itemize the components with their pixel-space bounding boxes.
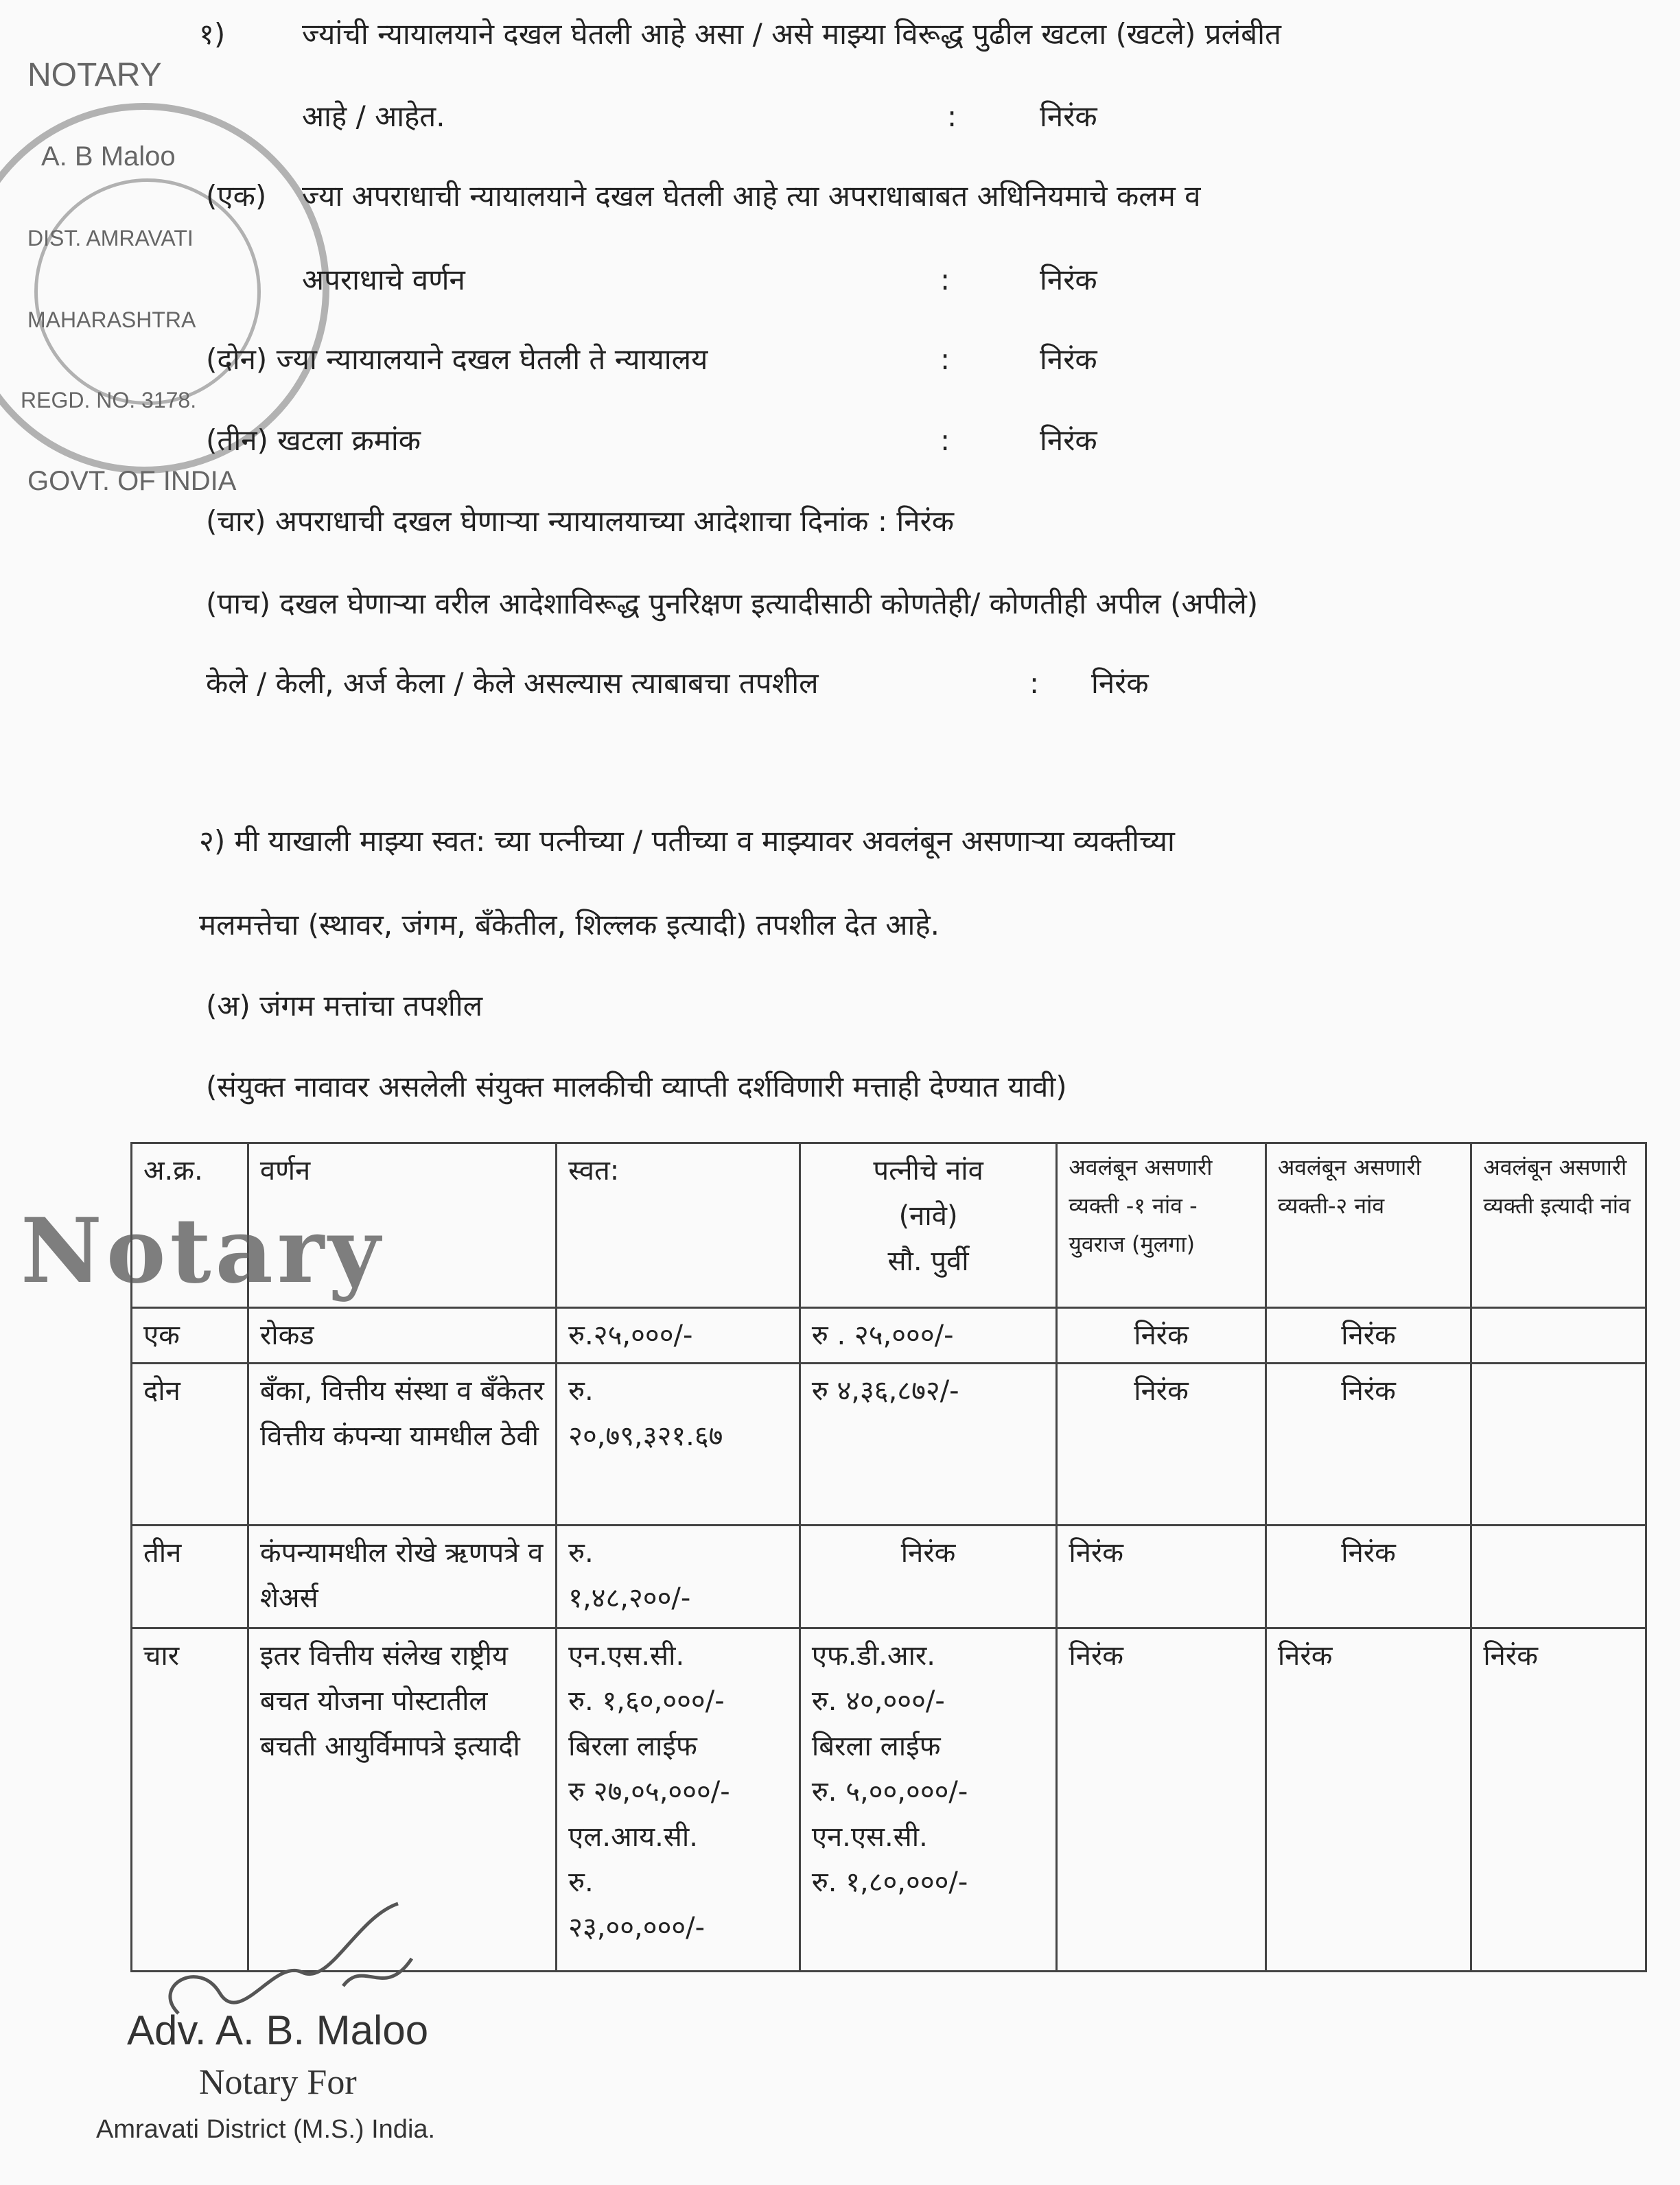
cell-dependent-1: निरंक (1057, 1526, 1265, 1628)
item-don-row (206, 339, 1097, 380)
colon: : (940, 263, 950, 296)
item-pach-value: निरंक (1091, 666, 1149, 700)
section1-line2: आहे / आहेत. (302, 100, 445, 133)
cell-description: बँका, वित्तीय संस्था व बँकेतर वित्तीय कंपन्या यामधील ठेवी (248, 1364, 556, 1526)
cell-description: रोकड (248, 1308, 556, 1364)
header-sr-no: अ.क्र. (132, 1143, 248, 1308)
section1-line1: ज्यांची न्यायालयाने दखल घेतली आहे असा / असे माझ्या विरूद्ध पुढील खटला (खटले) प्रलंबीत (302, 17, 1281, 51)
cell-self: रु. २०,७९,३२१.६७ (557, 1364, 800, 1526)
cell-dependent-etc (1471, 1364, 1646, 1526)
item-pach-line2-row (206, 663, 1149, 704)
item-teen: (तीन) खटला क्रमांक (206, 423, 421, 457)
cell-spouse: एफ.डी.आर. रु. ४०,०००/- बिरला लाईफ रु. ५,००,०००/- एन.एस.सी. रु. १,८०,०००/- (800, 1628, 1057, 1972)
section1-value: निरंक (1040, 100, 1097, 133)
cell-description: इतर वित्तीय संलेख राष्ट्रीय बचत योजना पोस्टातील बचती आयुर्विमापत्रे इत्यादी (248, 1628, 556, 1972)
item-teen-value: निरंक (1040, 423, 1097, 457)
item-don-value: निरंक (1040, 342, 1097, 376)
stamp-state: MAHARASHTRA (27, 307, 196, 332)
header-dependent-etc: अवलंबून असणारी व्यक्ती इत्यादी नांव (1471, 1143, 1646, 1308)
cell-self: एन.एस.सी. रु. १,६०,०००/- बिरला लाईफ रु २७,०५,०००/- एल.आय.सी. रु. २३,००,०००/- (557, 1628, 800, 1972)
cell-dependent-1: निरंक (1057, 1628, 1265, 1972)
item-char: (चार) अपराधाची दखल घेणाऱ्या न्यायालयाच्या आदेशाचा दिनांक : निरंक (206, 504, 955, 538)
cell-self: रु. १,४८,२००/- (557, 1526, 800, 1628)
item-pach-line2: केले / केली, अर्ज केला / केले असल्यास त्याबाबचा तपशील (206, 666, 819, 700)
notary-signature-block (96, 2007, 1647, 2185)
item-teen-row (206, 420, 1097, 461)
table-row (132, 1364, 1646, 1526)
cell-dependent-1: निरंक (1057, 1364, 1265, 1526)
cell-dependent-2: निरंक (1265, 1628, 1471, 1972)
section2-sub-a: (अ) जंगम मत्तांचा तपशील (206, 989, 483, 1023)
cell-dependent-etc (1471, 1308, 1646, 1364)
cell-dependent-2: निरंक (1265, 1364, 1471, 1526)
cell-description: कंपन्यामधील रोखे ऋणपत्रे व शेअर्स (248, 1526, 556, 1628)
header-dependent-1: अवलंबून असणारी व्यक्ती -१ नांव - युवराज (मुलगा) (1057, 1143, 1265, 1308)
table-row (132, 1526, 1646, 1628)
header-self: स्वत: (557, 1143, 800, 1308)
header-description: वर्णन (248, 1143, 556, 1308)
cell-self: रु.२५,०००/- (557, 1308, 800, 1364)
cell-dependent-1: निरंक (1057, 1308, 1265, 1364)
section2-line1: २) मी याखाली माझ्या स्वत: च्या पत्नीच्या / पतीच्या व माझ्यावर अवलंबून असणाऱ्या व्यक्तीच्या (199, 824, 1175, 858)
stamp-title: NOTARY (27, 57, 162, 93)
cell-sr: तीन (132, 1526, 248, 1628)
cell-dependent-etc (1471, 1526, 1646, 1628)
cell-spouse: रु ४,३६,८७२/- (800, 1364, 1057, 1526)
section2-note: (संयुक्त नावावर असलेली संयुक्त मालकीची व्याप्ती दर्शविणारी मत्ताही देण्यात यावी) (206, 1070, 1067, 1103)
stamp-dist: DIST. AMRAVATI (27, 226, 194, 250)
table-row (132, 1308, 1646, 1364)
header-dependent-2: अवलंबून असणारी व्यक्ती-२ नांव (1265, 1143, 1471, 1308)
item-ek-line1: ज्या अपराधाची न्यायालयाने दखल घेतली आहे त्या अपराधाबाबत अधिनियमाचे कलम व (302, 179, 1201, 213)
stamp-bottom: GOVT. OF INDIA (27, 466, 237, 496)
section2-line2: मलमत्तेचा (स्थावर, जंगम, बँकेतील, शिल्लक इत्यादी) तपशील देत आहे. (199, 908, 940, 942)
cell-spouse: निरंक (800, 1526, 1057, 1628)
cell-spouse: रु . २५,०००/- (800, 1308, 1057, 1364)
item-ek-label: (एक) (206, 179, 267, 213)
cell-dependent-2: निरंक (1265, 1526, 1471, 1628)
signature-name: Adv. A. B. Maloo (127, 2007, 429, 2053)
item-pach-line1: (पाच) दखल घेणाऱ्या वरील आदेशाविरूद्ध पुनरिक्षण इत्यादीसाठी कोणतेही/ कोणतीही अपील (अपीले) (206, 587, 1259, 620)
stamp-name: A. B Maloo (41, 141, 176, 172)
colon: : (1029, 666, 1040, 700)
cell-sr: एक (132, 1308, 248, 1364)
signature-district: Amravati District (M.S.) India. (96, 2115, 436, 2144)
item-ek-line2-row (302, 259, 1097, 301)
item-don: (दोन) ज्या न्यायालयाने दखल घेतली ते न्यायालय (206, 342, 708, 376)
colon: : (940, 342, 950, 376)
colon: : (947, 100, 957, 133)
section1-number: १) (199, 17, 226, 51)
cell-sr: दोन (132, 1364, 248, 1526)
stamp-regd: REGD. NO. 3178. (21, 388, 197, 412)
cell-dependent-2: निरंक (1265, 1308, 1471, 1364)
cell-dependent-etc: निरंक (1471, 1628, 1646, 1972)
section1-line2-row (302, 96, 1097, 137)
item-ek-line2: अपराधाचे वर्णन (302, 263, 465, 296)
signature-title: Notary For (199, 2063, 357, 2102)
notary-watermark: Notary (21, 1198, 384, 1303)
item-ek-value: निरंक (1040, 263, 1097, 296)
colon: : (940, 423, 950, 457)
header-spouse: पत्नीचे नांव (नावे) सौ. पुर्वी (800, 1143, 1057, 1308)
cell-sr: चार (132, 1628, 248, 1972)
